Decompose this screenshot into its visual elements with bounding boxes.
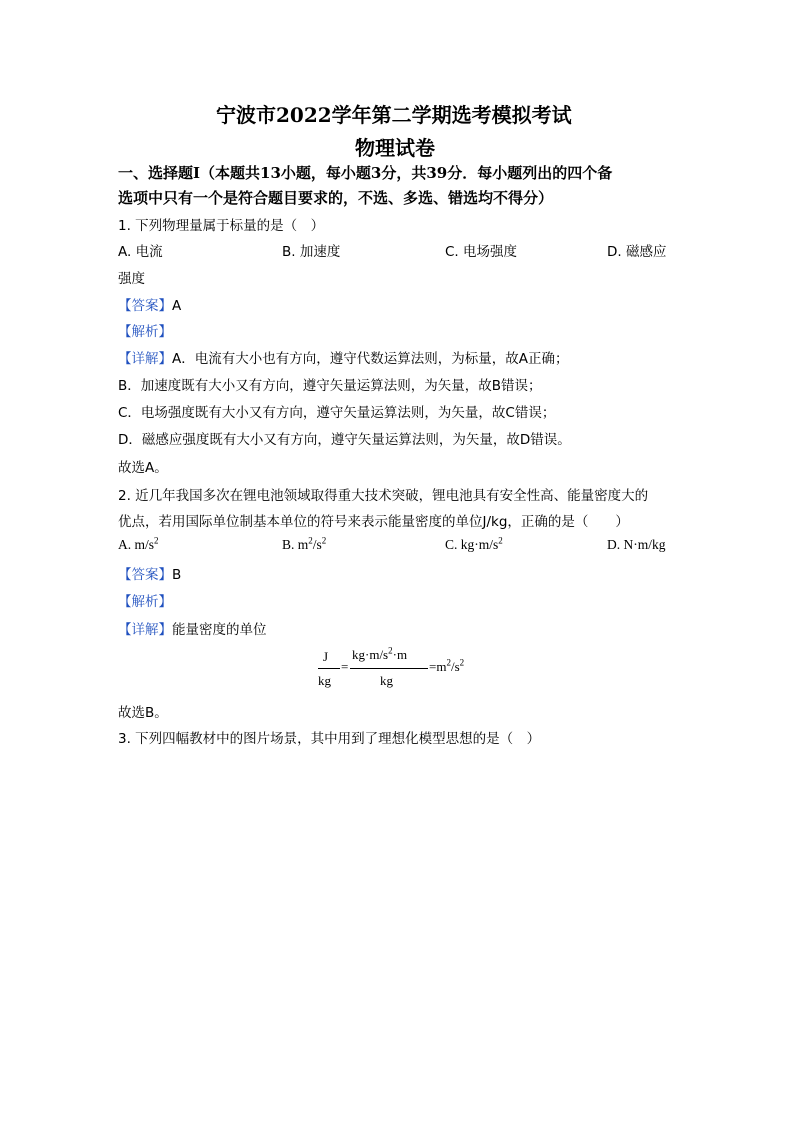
q2-detail (118, 618, 267, 638)
answer-label: 【答案】 (118, 298, 172, 314)
q1-answer (118, 294, 181, 314)
q2-option-d: D. N·m/kg (607, 537, 666, 552)
formula-den-kg: kg (318, 673, 331, 688)
q2-option-c (445, 537, 503, 553)
option-sup: 2 (308, 535, 313, 546)
detail-label: 【详解】 (118, 622, 172, 638)
q1-option-d-continued: 强度 (118, 271, 145, 287)
section-heading-line1: 一、选择题Ⅰ（本题共13小题，每小题3分，共39分．每小题列出的四个备 (118, 164, 613, 182)
q1-detail-line3: C．电场强度既有大小又有方向，遵守矢量运算法则，为矢量，故C错误； (118, 405, 556, 421)
formula-equals: = (341, 659, 349, 674)
answer-value: A (172, 298, 182, 314)
q2-stem-line2: 优点，若用国际单位制基本单位的符号来表示能量密度的单位J/kg，正确的是（ ） (118, 514, 629, 530)
section-heading-line2: 选项中只有一个是符合题目要求的，不选、多选、错选均不得分） (118, 189, 554, 207)
formula-num-kgms2m (352, 647, 407, 663)
formula-text: /s (450, 659, 460, 674)
q1-analysis-label: 【解析】 (118, 324, 172, 340)
option-text: C. kg·m/s (445, 537, 499, 552)
formula-num-j: J (323, 649, 329, 664)
q1-option-a: A. 电流 (118, 244, 163, 260)
fraction-bar (318, 668, 340, 669)
formula-sup: 2 (446, 657, 451, 668)
page-subtitle: 物理试卷 (355, 136, 435, 160)
answer-value: B (172, 567, 182, 583)
q1-detail-line2: B．加速度既有大小又有方向，遵守矢量运算法则，为矢量，故B错误； (118, 378, 542, 394)
q2-analysis-label: 【解析】 (118, 594, 172, 610)
q2-option-b (282, 537, 326, 553)
q1-option-c: C. 电场强度 (445, 244, 518, 260)
q3-stem: 3. 下列四幅教材中的图片场景，其中用到了理想化模型思想的是（ ） (118, 731, 541, 747)
q2-answer (118, 563, 181, 583)
fraction-bar (350, 668, 428, 669)
detail-label: 【详解】 (118, 351, 172, 367)
q2-stem-line1: 2. 近几年我国多次在锂电池领域取得重大技术突破，锂电池具有安全性高、能量密度大的 (118, 488, 649, 504)
q1-option-d: D. 磁感应 (607, 244, 667, 260)
option-text: /s (312, 537, 322, 552)
q2-conclusion: 故选B。 (118, 705, 168, 721)
formula-text: ·m (392, 647, 408, 662)
q2-option-a (118, 537, 159, 553)
option-sup: 2 (498, 535, 503, 546)
detail-text: A．电流有大小也有方向，遵守代数运算法则，为标量，故A正确； (172, 351, 569, 367)
formula-sup: 2 (459, 657, 465, 668)
q1-option-b: B. 加速度 (282, 244, 341, 260)
detail-text: 能量密度的单位 (172, 622, 267, 638)
q1-detail-line1 (118, 347, 568, 367)
q1-detail-line4: D．磁感应强度既有大小又有方向，遵守矢量运算法则，为矢量，故D错误。 (118, 432, 571, 448)
option-text: A. m/s (118, 537, 155, 552)
formula-text: =m (429, 659, 447, 674)
q1-conclusion: 故选A。 (118, 460, 168, 476)
formula-den-kg2: kg (380, 673, 393, 688)
option-sup: 2 (321, 535, 327, 546)
formula-text: kg·m/s (352, 647, 389, 662)
formula-result (429, 659, 464, 675)
option-text: B. m (282, 537, 309, 552)
answer-label: 【答案】 (118, 567, 172, 583)
formula-sup: 2 (388, 645, 393, 656)
option-sup: 2 (154, 535, 159, 546)
page-title: 宁波市2022学年第二学期选考模拟考试 (216, 103, 572, 127)
q1-stem: 1. 下列物理量属于标量的是（ ） (118, 218, 325, 234)
